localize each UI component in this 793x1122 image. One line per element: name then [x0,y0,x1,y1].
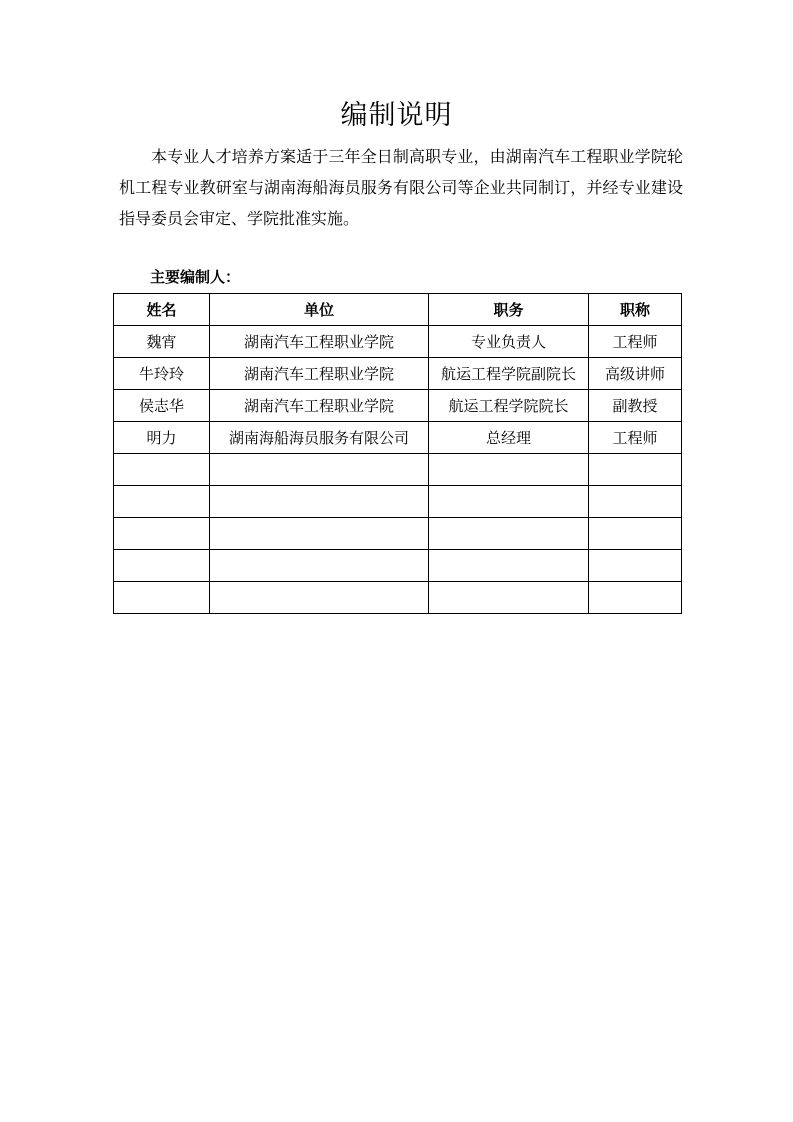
cell-position: 航运工程学院副院长 [429,358,589,390]
cell-unit [210,454,429,486]
cell-position [429,582,589,614]
cell-name [114,550,210,582]
table-row-empty [114,582,682,614]
cell-title [589,454,682,486]
cell-unit: 湖南汽车工程职业学院 [210,326,429,358]
cell-title: 工程师 [589,422,682,454]
authors-table [113,293,682,614]
cell-position: 总经理 [429,422,589,454]
cell-position [429,550,589,582]
cell-unit [210,550,429,582]
cell-position [429,454,589,486]
cell-unit: 湖南汽车工程职业学院 [210,358,429,390]
page-title: 编制说明 [340,100,453,131]
table-row [114,358,682,390]
table-row-empty [114,454,682,486]
cell-unit: 湖南汽车工程职业学院 [210,390,429,422]
table-row-empty [114,550,682,582]
cell-name [114,454,210,486]
cell-title [589,582,682,614]
cell-name [114,518,210,550]
cell-unit: 湖南海船海员服务有限公司 [210,422,429,454]
cell-position: 航运工程学院院长 [429,390,589,422]
cell-position [429,486,589,518]
cell-unit [210,486,429,518]
header-unit: 单位 [210,294,429,326]
cell-name: 侯志华 [114,390,210,422]
table-row [114,326,682,358]
cell-name: 牛玲玲 [114,358,210,390]
cell-title [589,550,682,582]
table-row [114,390,682,422]
cell-name: 魏宵 [114,326,210,358]
table-row [114,422,682,454]
cell-name [114,582,210,614]
cell-title [589,518,682,550]
cell-title: 工程师 [589,326,682,358]
cell-name [114,486,210,518]
table-row-empty [114,486,682,518]
table-header-row [114,294,682,326]
cell-title: 高级讲师 [589,358,682,390]
header-position: 职务 [429,294,589,326]
cell-title: 副教授 [589,390,682,422]
authors-section-label: 主要编制人： [150,268,241,286]
table-row-empty [114,518,682,550]
cell-position: 专业负责人 [429,326,589,358]
header-title: 职称 [589,294,682,326]
cell-unit [210,518,429,550]
header-name: 姓名 [114,294,210,326]
cell-name: 明力 [114,422,210,454]
cell-unit [210,582,429,614]
cell-title [589,486,682,518]
cell-position [429,518,589,550]
intro-paragraph: 本专业人才培养方案适于三年全日制高职专业，由湖南汽车工程职业学院轮机工程专业教研室与湖南海船海员服务有限公司等企业共同制订，并经专业建设指导委员会审定、学院批准实施。 [119,147,683,228]
